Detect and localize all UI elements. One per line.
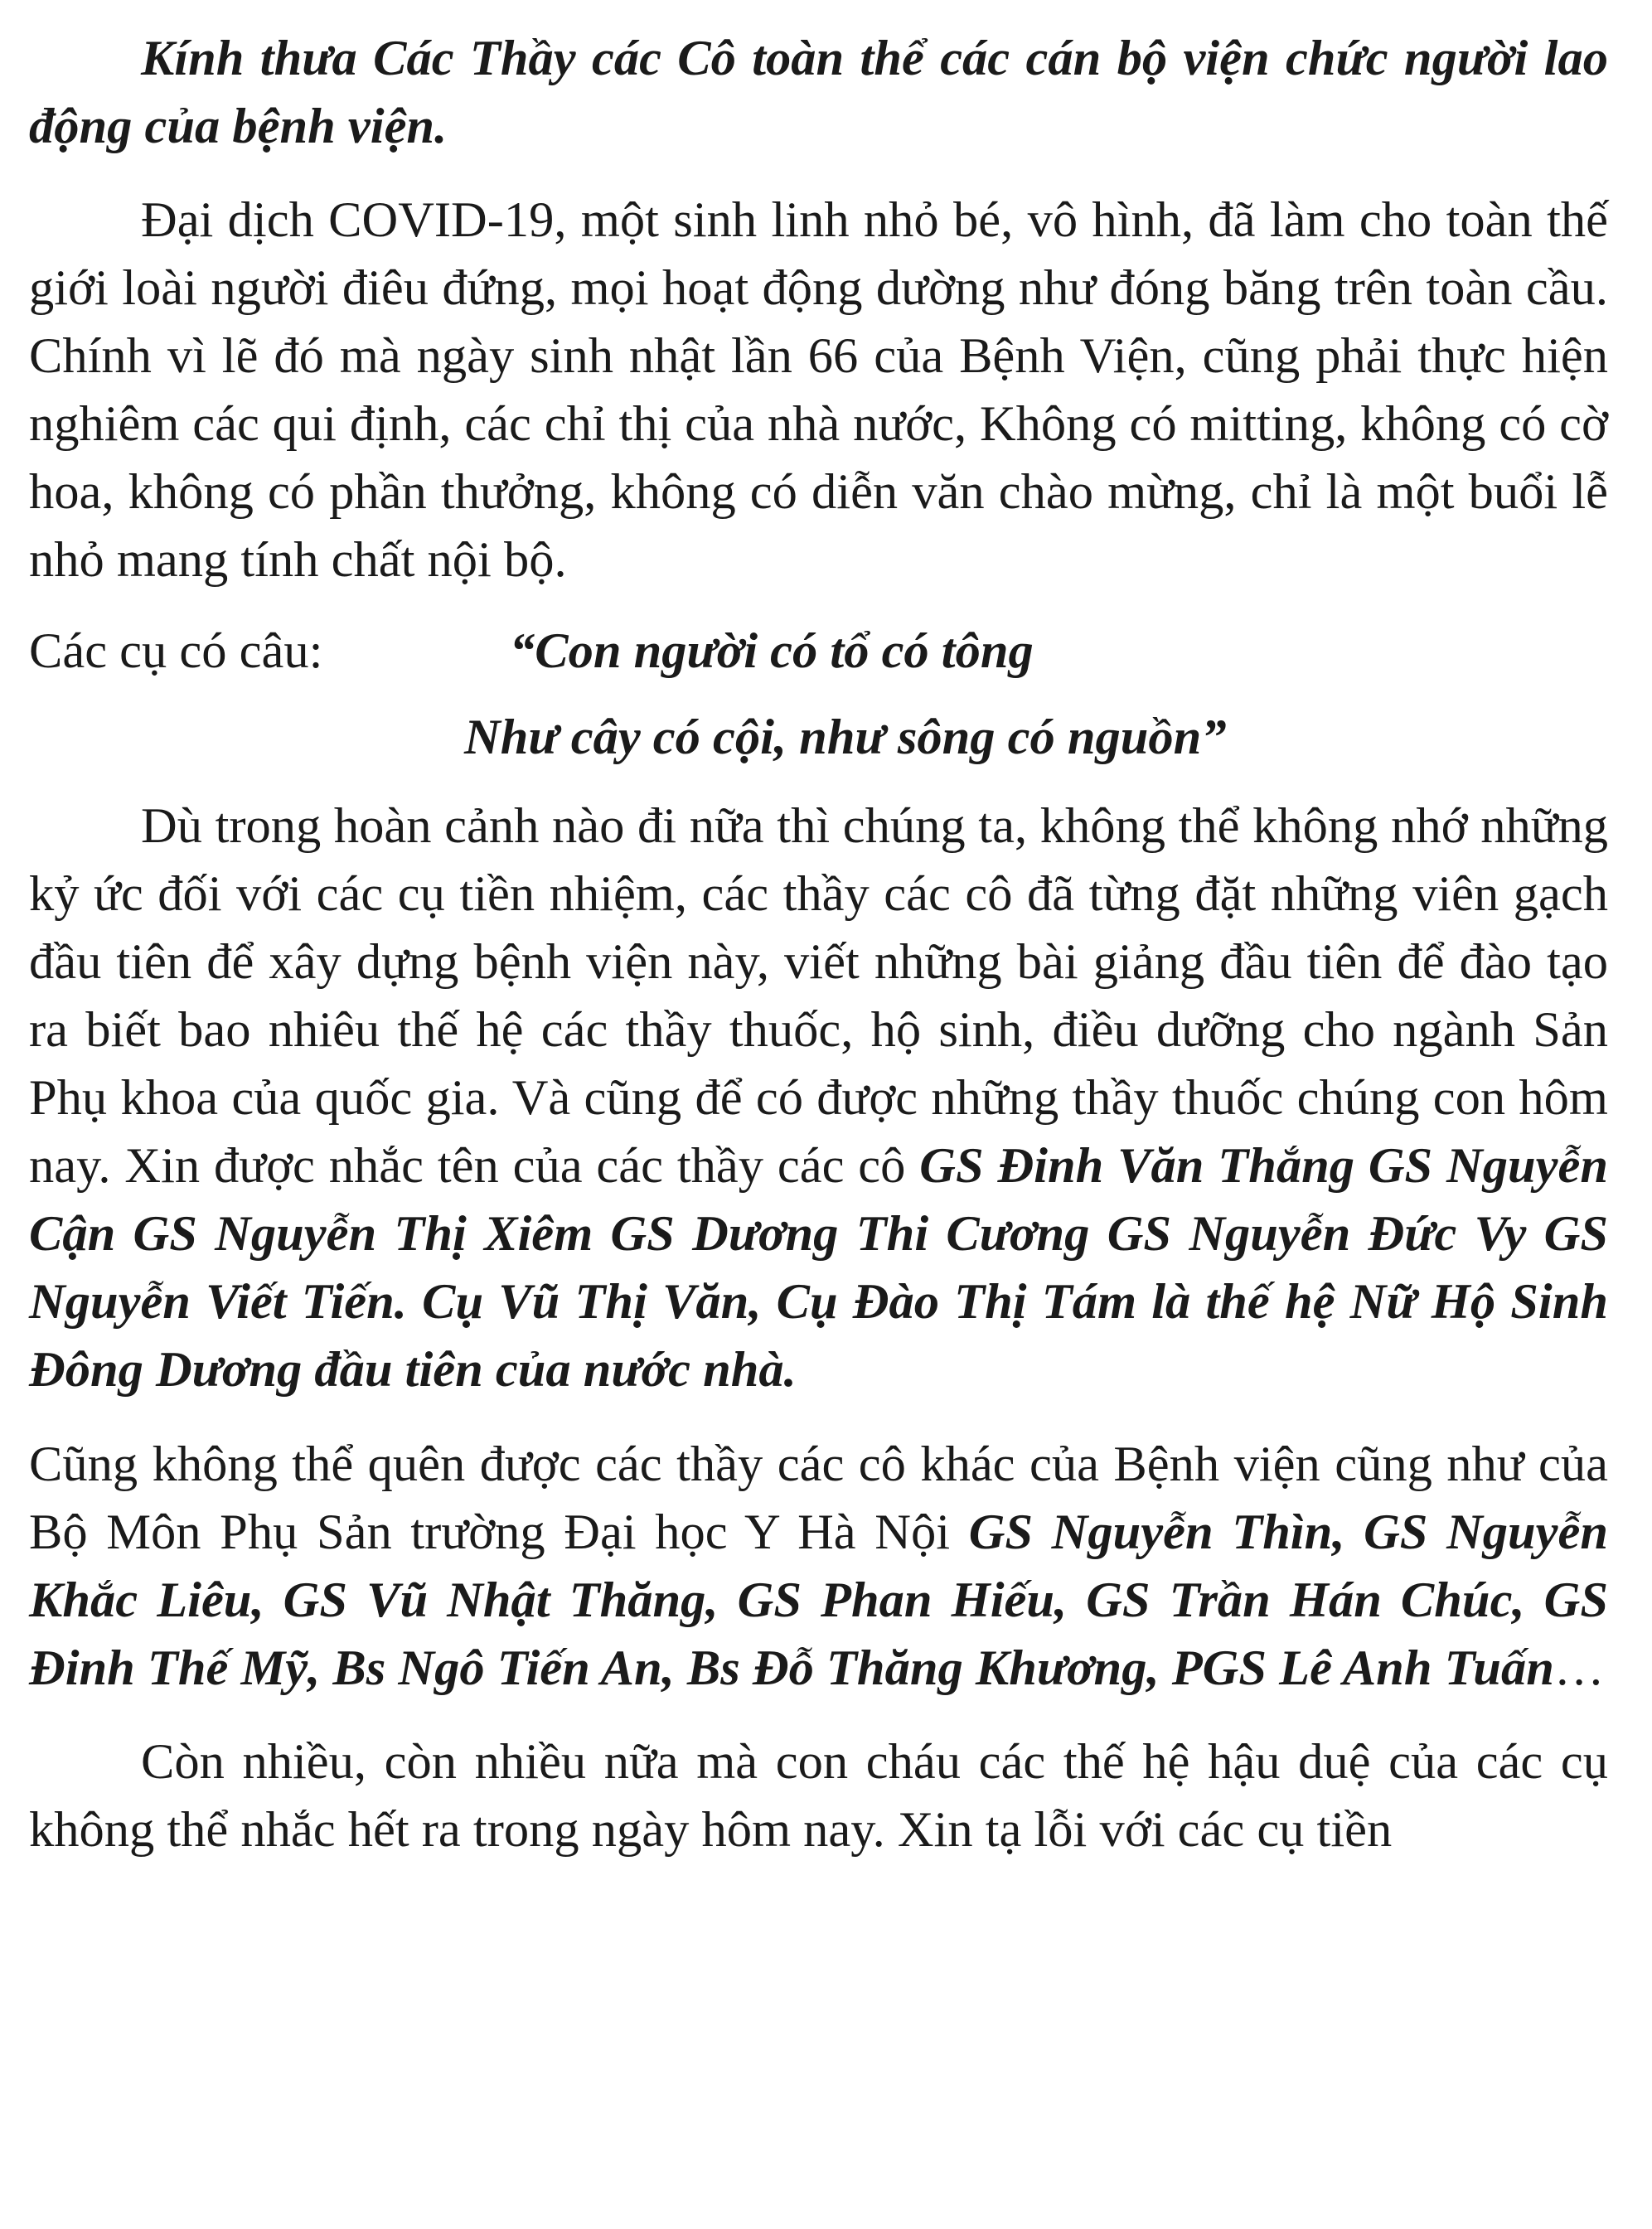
founders-names: GS Đinh Văn Thắng GS Nguyễn Cận GS Nguyễn Thị Xiêm GS Dương Thi Cương GS Nguyễn Đức Vy GS Nguyễn Viết Tiến. Cụ Vũ Thị Văn, Cụ Đào Thị Tám là thế hệ Nữ Hộ Sinh Đông Dương đầu tiên của nước nhà. [29, 1138, 1608, 1398]
memory-paragraph [29, 792, 1608, 1404]
memory-text: Dù trong hoàn cảnh nào đi nữa thì chúng ta, không thể không nhớ những kỷ ức đối với các cụ tiền nhiệm, các thầy các cô đã từng đặt những viên gạch đầu tiên để xây dựng bệnh viện này, viết những bài giảng đầu tiên để đào tạo ra biết bao nhiêu thế hệ các thầy thuốc, hộ sinh, điều dưỡng cho ngành Sản Phụ khoa của quốc gia. Và cũng để có được những thầy thuốc chúng con hôm nay. Xin được nhắc tên của các thầy các cô [29, 798, 1608, 1194]
proverb-block [29, 618, 1608, 772]
teachers-text: Cũng không thể quên được các thầy các cô khác của Bệnh viện cũng như của Bộ Môn Phụ Sản trường Đại học Y Hà Nội [29, 1437, 1608, 1560]
teachers-names: GS Nguyễn Thìn, GS Nguyễn Khắc Liêu, GS Vũ Nhật Thăng, GS Phan Hiếu, GS Trần Hán Chúc, GS Đinh Thế Mỹ, Bs Ngô Tiến An, Bs Đỗ Thăng Khương, PGS Lê Anh Tuấn [29, 1505, 1609, 1696]
covid-paragraph: Đại dịch COVID-19, một sinh linh nhỏ bé, vô hình, đã làm cho toàn thế giới loài người điêu đứng, mọi hoạt động dường như đóng băng trên toàn cầu. Chính vì lẽ đó mà ngày sinh nhật lần 66 của Bệnh Viện, cũng phải thực hiện nghiêm các qui định, các chỉ thị của nhà nước, Không có mitting, không có cờ hoa, không có phần thưởng, không có diễn văn chào mừng, chỉ là một buổi lễ nhỏ mang tính chất nội bộ. [29, 192, 1608, 588]
proverb-lead: Các cụ có câu: [29, 623, 323, 679]
proverb-line-2: Như cây có cội, như sông có nguồn” [464, 710, 1227, 765]
closing-paragraph: Còn nhiều, còn nhiều nữa mà con cháu các thế hệ hậu duệ của các cụ không thể nhắc hết ra trong ngày hôm nay. Xin tạ lỗi với các cụ tiền [29, 1734, 1608, 1858]
proverb-line-1: “Con người có tổ có tông [510, 623, 1034, 679]
teachers-paragraph [29, 1431, 1608, 1703]
greeting-paragraph: Kính thưa Các Thầy các Cô toàn thể các cán bộ viện chức người lao động của bệnh viện. [29, 31, 1608, 154]
document-page [29, 25, 1608, 1864]
teachers-ellipsis: … [1553, 1640, 1605, 1696]
